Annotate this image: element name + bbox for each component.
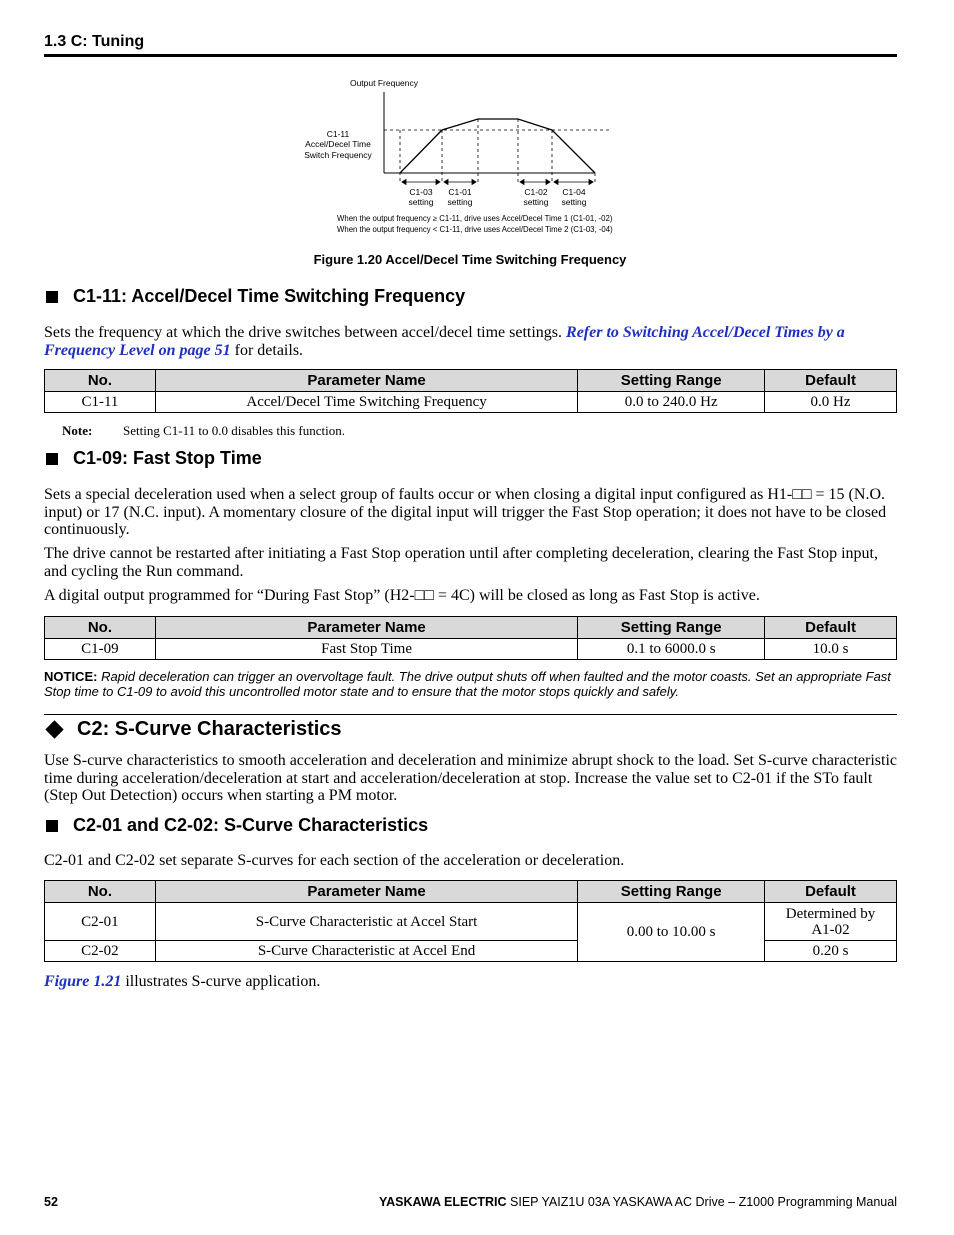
note-label: Note: [62, 423, 93, 438]
col-header-default: Default [765, 617, 897, 639]
cell-no: C1-09 [45, 639, 156, 660]
cell-default: 0.0 Hz [765, 392, 897, 413]
figure-ylabel: Output Frequency [349, 78, 419, 88]
col-header-default: Default [765, 881, 897, 903]
c1-09-notice [44, 669, 897, 699]
section-divider [44, 714, 897, 715]
figure-legend-line1: When the output frequency ≥ C1-11, drive uses Accel/Decel Time 1 (C1-01, -02) [337, 214, 613, 223]
page-number: 52 [44, 1195, 58, 1209]
col-header-parameter-name: Parameter Name [155, 881, 577, 903]
square-bullet-icon [46, 291, 58, 303]
c1-11-table [44, 369, 897, 413]
square-bullet-icon [46, 453, 58, 465]
c2-heading-text: C2: S-Curve Characteristics [77, 718, 342, 740]
figure-caption: Figure 1.20 Accel/Decel Time Switching Frequency [313, 252, 627, 267]
arrowhead [589, 180, 593, 185]
cell-setting-range: 0.0 to 240.0 Hz [578, 392, 765, 413]
switching-accel-decel-link[interactable]: Refer to Switching Accel/Decel Times by a Frequency Level on page 51 [44, 324, 845, 359]
c1-11-heading [44, 286, 465, 307]
table-header-row [45, 881, 897, 903]
col-header-setting-range: Setting Range [578, 617, 765, 639]
marker-label-setting: setting [523, 197, 549, 207]
cell-parameter-name: S-Curve Characteristic at Accel Start [155, 903, 577, 941]
cell-no: C2-02 [45, 941, 156, 962]
threshold-label-line2: Accel/Decel Time [305, 139, 371, 149]
marker-label-c1-02: C1-02 [524, 187, 548, 197]
c1-11-heading-text: C1-11: Accel/Decel Time Switching Frequency [73, 286, 466, 306]
c2-01-heading [44, 815, 428, 836]
diamond-bullet-icon [45, 720, 63, 738]
c1-11-note [62, 423, 345, 439]
section-header: 1.3 C: Tuning [44, 33, 145, 50]
marker-label-c1-04: C1-04 [562, 187, 586, 197]
arrowhead [444, 180, 448, 185]
arrowhead [546, 180, 550, 185]
c1-09-table [44, 616, 897, 660]
notice-label: NOTICE: [44, 669, 98, 684]
figure-ref-tail: illustrates S-curve application. [121, 973, 321, 990]
c2-table [44, 880, 897, 962]
threshold-label-line3: Switch Frequency [304, 150, 372, 160]
figure-legend-line2: When the output frequency < C1-11, drive uses Accel/Decel Time 2 (C1-03, -04) [337, 225, 613, 234]
cell-setting-range: 0.00 to 10.00 s [578, 903, 765, 962]
arrowhead [402, 180, 406, 185]
marker-label-setting: setting [561, 197, 587, 207]
table-header-row [45, 617, 897, 639]
table-row [45, 392, 897, 413]
c1-09-paragraph-3: A digital output programmed for “During Fast Stop” (H2-□□ = 4C) will be closed as long as Fast Stop is active. [44, 587, 760, 604]
arrowhead [520, 180, 524, 185]
square-bullet-icon [46, 820, 58, 832]
cell-no: C2-01 [45, 903, 156, 941]
col-header-parameter-name: Parameter Name [155, 370, 577, 392]
col-header-no: No. [45, 370, 156, 392]
footer-doc: SIEP YAIZ1U 03A YASKAWA AC Drive – Z1000 Programming Manual [506, 1195, 897, 1209]
cell-no: C1-11 [45, 392, 156, 413]
c2-paragraph: Use S-curve characteristics to smooth acceleration and deceleration and minimize abrupt shock to the load. Set S-curve characteristic time during acceleration/deceleration at start and acceleration/deceleration at stop. Increase the value set to C2-01 if the STo fault (Step Out Detection) occurs when starting a PM motor. [44, 752, 897, 804]
table-row [45, 903, 897, 941]
header-rule [44, 54, 897, 57]
c2-01-heading-text: C2-01 and C2-02: S-Curve Characteristics [73, 815, 429, 835]
cell-setting-range: 0.1 to 6000.0 s [578, 639, 765, 660]
c1-09-paragraph-1: Sets a special deceleration used when a select group of faults occur or when closing a digital input configured as H1-□□ = 15 (N.O. input) or 17 (N.C. input). A momentary closure of the digital input will trigger the Fast Stop operation; it does not have to be closed continuously. [44, 486, 887, 538]
arrowhead [472, 180, 476, 185]
c1-11-paragraph [44, 324, 897, 359]
c1-11-para-text: Sets the frequency at which the drive switches between accel/decel time settings. [44, 324, 567, 341]
cell-parameter-name: Fast Stop Time [155, 639, 577, 660]
c1-09-paragraph-2: The drive cannot be restarted after initiating a Fast Stop operation until after completing deceleration, clearing the Fast Stop input, and cycling the Run command. [44, 545, 878, 580]
footer-doc-title [379, 1195, 897, 1209]
marker-label-c1-01: C1-01 [448, 187, 472, 197]
cell-default: Determined by A1-02 [765, 903, 897, 941]
arrowhead [554, 180, 558, 185]
accel-decel-figure [290, 70, 660, 240]
col-header-default: Default [765, 370, 897, 392]
col-header-setting-range: Setting Range [578, 881, 765, 903]
c1-09-heading [44, 448, 262, 469]
footer-brand: YASKAWA ELECTRIC [378, 1195, 507, 1209]
col-header-no: No. [45, 881, 156, 903]
figure-1-21-link[interactable]: Figure 1.21 [44, 973, 122, 990]
cell-parameter-name: Accel/Decel Time Switching Frequency [155, 392, 577, 413]
arrowhead [436, 180, 440, 185]
table-header-row [45, 370, 897, 392]
cell-default: 10.0 s [765, 639, 897, 660]
notice-text: Rapid deceleration can trigger an overvoltage fault. The drive output shuts off when faulted and the motor coasts. Set an appropriate Fast Stop time to C1-09 to avoid this uncontrolled motor state and to ensure that the motor stops quickly and safely. [44, 669, 891, 699]
col-header-setting-range: Setting Range [578, 370, 765, 392]
table-row [45, 639, 897, 660]
c1-09-heading-text: C1-09: Fast Stop Time [73, 448, 262, 468]
note-text: Setting C1-11 to 0.0 disables this function. [123, 423, 345, 438]
col-header-parameter-name: Parameter Name [155, 617, 577, 639]
figure-1-21-reference [44, 973, 897, 991]
marker-label-setting: setting [408, 197, 434, 207]
marker-label-setting: setting [447, 197, 473, 207]
cell-parameter-name: S-Curve Characteristic at Accel End [155, 941, 577, 962]
c1-11-para-tail: for details. [230, 341, 304, 359]
cell-default: 0.20 s [765, 941, 897, 962]
c2-01-paragraph: C2-01 and C2-02 set separate S-curves for each section of the acceleration or deceleration. [44, 852, 625, 869]
col-header-no: No. [45, 617, 156, 639]
threshold-label-line1: C1-11 [326, 129, 350, 139]
marker-label-c1-03: C1-03 [409, 187, 433, 197]
table-row [45, 941, 897, 962]
c2-heading [44, 718, 342, 741]
frequency-profile [400, 119, 595, 173]
